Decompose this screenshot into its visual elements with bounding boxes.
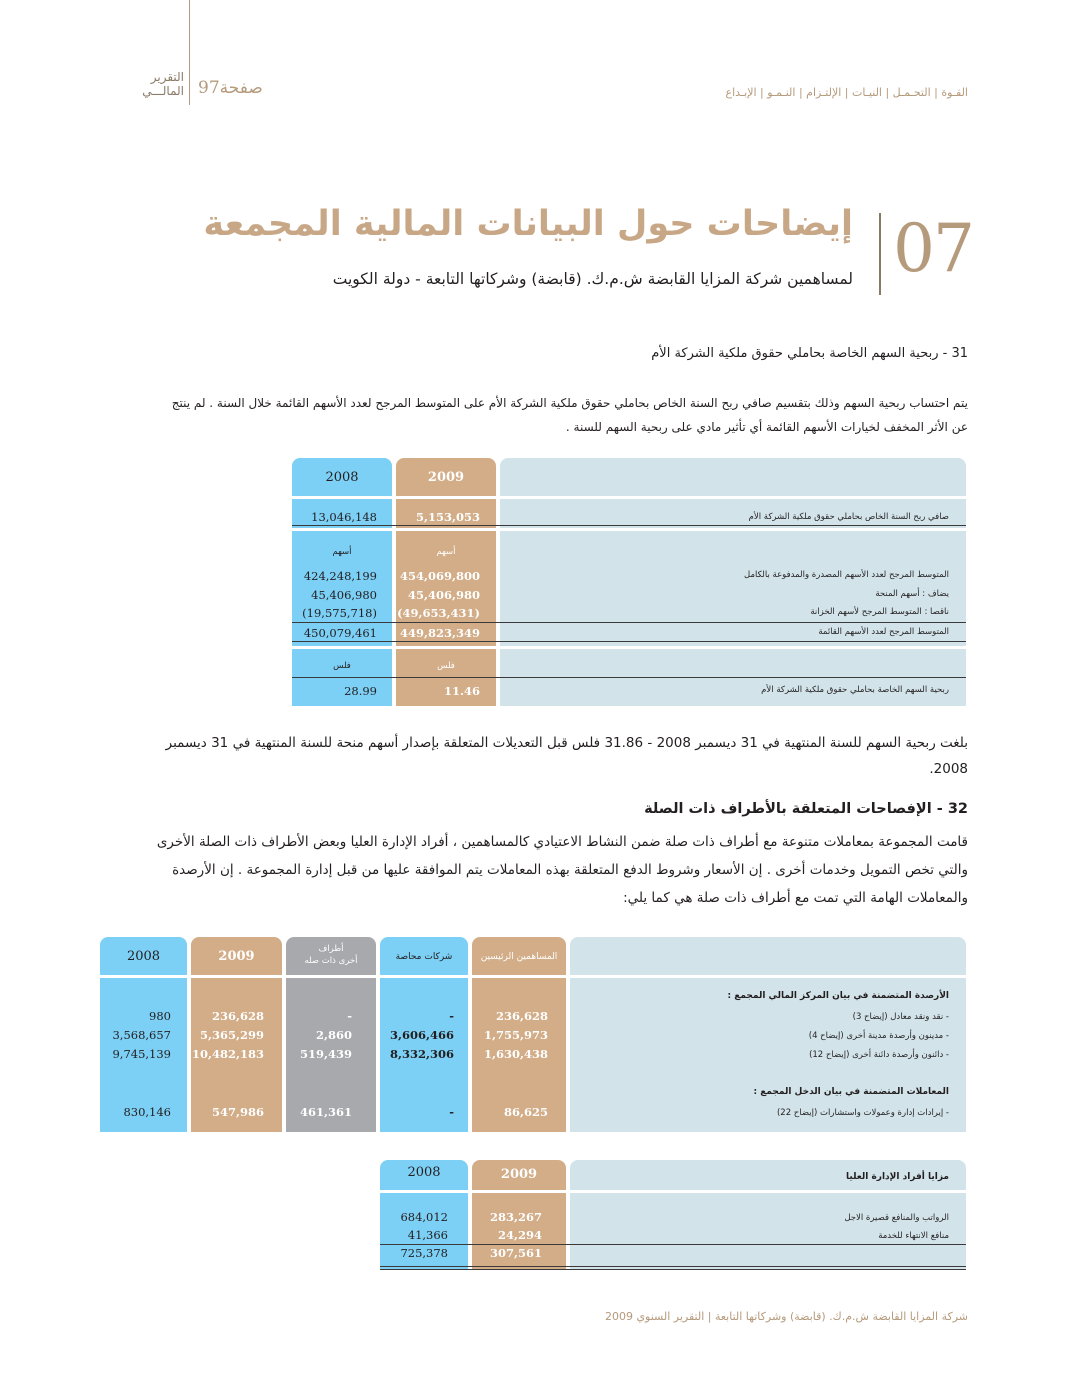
eps-unit-shares-2009: أسهم [436, 547, 456, 557]
rp-group2-heading: المعاملات المتضمنة في بيان الدخل المجمع : [753, 1087, 949, 1097]
rp-row-2009: 5,365,299 [199, 1028, 264, 1042]
eps-note-line2: 2008. [929, 761, 968, 777]
rp-header-joint: شركات محاصة [395, 952, 453, 962]
rp-row-joint: 8,332,306 [389, 1047, 454, 1061]
eps-note-line1: بلغت ربحية السهم للسنة المنتهية في 31 ديسمبر 2008 - 31.86 فلس قبل التعديلات المتعلقة بإصدار أسهم منحة للسنة المنتهية في 31 ديسمبر [165, 735, 968, 751]
rp-row-2008: 9,745,139 [112, 1047, 171, 1061]
mgmt-row-2009: 283,267 [489, 1210, 542, 1224]
mgmt-separator [380, 1190, 966, 1193]
eps-rule [292, 641, 966, 642]
rp-row-2009: 236,628 [211, 1009, 264, 1023]
rp-row-joint: - [449, 1009, 454, 1023]
rp-group1-heading: الأرصدة المتضمنة في بيان المركز المالي المجمع : [727, 991, 949, 1001]
mgmt-header-2008: 2008 [407, 1164, 441, 1180]
rp-row-other: 519,439 [299, 1047, 352, 1061]
eps-row-2009: (49,653,431) [397, 606, 480, 620]
header-divider-line [189, 0, 190, 105]
rp-row-shareholders: 86,625 [503, 1105, 548, 1119]
page-subtitle: لمساهمين شركة المزايا القابضة ش.م.ك. (قابضة) وشركاتها التابعة - دولة الكويت [332, 270, 853, 288]
section31-paragraph-line2: عن الأثر المخفف لخيارات الأسهم القائمة أي تأثير مادي على ربحية السهم للسنة . [565, 420, 968, 434]
rp-header-other [286, 943, 376, 973]
mgmt-total-2009: 307,561 [489, 1246, 542, 1260]
footer-text: شركة المزايا القابضة ش.م.ك. (قابضة) وشركاتها التابعة | التقرير السنوي 2009 [604, 1310, 968, 1323]
eps-row-2009: 449,823,349 [399, 626, 480, 640]
page-indicator [198, 78, 263, 98]
rp-row-joint: 3,606,466 [389, 1028, 454, 1042]
eps-row-2008: 424,248,199 [303, 569, 377, 583]
eps-net-profit-2008: 13,046,148 [311, 510, 377, 524]
mgmt-heading: مزايا أفراد الإدارة العليا [846, 1172, 949, 1182]
eps-row-2008: 45,406,980 [311, 588, 377, 602]
eps-row-label: ناقصا : المتوسط المرجح لأسهم الخزانة [810, 607, 949, 617]
rp-row-label: - إيرادات إدارة وعمولات واستشارات (إيضاح 22) [776, 1108, 949, 1118]
rp-row-2008: 830,146 [123, 1105, 171, 1119]
rp-header-2009: 2009 [218, 948, 255, 964]
eps-row-label: المتوسط المرجح لعدد الأسهم المصدرة والمدفوعة بالكامل [744, 570, 949, 580]
rp-row-shareholders: 236,628 [495, 1009, 548, 1023]
section32-paragraph-line3: والمعاملات الهامة التي تمت مع أطراف ذات صلة هي كما يلي: [623, 890, 968, 906]
rp-header-other-line1: أطراف [318, 944, 344, 954]
page-number: 97 [198, 78, 220, 98]
rp-header-other-line2: أخرى ذات صله [304, 956, 358, 966]
eps-net-profit-label: صافي ربح السنة الخاص بحاملي حقوق ملكية الشركة الأم [748, 512, 949, 522]
mgmt-rule [380, 1244, 966, 1245]
eps-table-header-2008: 2008 [325, 469, 359, 485]
eps-table-header-2009: 2009 [427, 469, 465, 485]
rp-row-2008: 980 [149, 1009, 171, 1023]
rp-row-shareholders: 1,630,438 [483, 1047, 548, 1061]
mgmt-rule [380, 1269, 966, 1270]
mgmt-header-2009: 2009 [500, 1166, 538, 1182]
rp-separator [100, 975, 966, 978]
eps-row-label: يضاف : أسهم المنحة [875, 589, 949, 599]
section32-paragraph [98, 828, 968, 912]
section-number: 07 [893, 210, 973, 287]
eps-row-2009: 454,069,800 [399, 569, 480, 583]
rp-row-shareholders: 1,755,973 [483, 1028, 548, 1042]
section32-paragraph-line2: والتي تخص التمويل وخدمات أخرى . إن الأسعار وشروط الدفع المتعلقة بهذه المعاملات يتم الموافقة عليها من قبل إدارة المجموعة . إن الأرصدة [172, 862, 968, 878]
eps-row-2008: 450,079,461 [303, 626, 377, 640]
page-label: صفحة [219, 78, 263, 98]
eps-rule [292, 622, 966, 623]
eps-table-separator [292, 496, 966, 499]
mgmt-row-2009: 24,294 [497, 1228, 542, 1242]
eps-rule [292, 525, 966, 526]
rp-row-other: 2,860 [315, 1028, 352, 1042]
eps-value-label: ربحية السهم الخاصة بحاملي حقوق ملكية الشركة الأم [761, 685, 949, 695]
page-title: إيضاحات حول البيانات المالية المجمعة [203, 204, 853, 244]
eps-value-2009: 11.46 [443, 684, 480, 698]
eps-note [108, 730, 968, 782]
rp-row-label: - دائنون وأرصدة دائنة أخرى (إيضاح 12) [809, 1050, 949, 1060]
eps-row-label: المتوسط المرجح لعدد الأسهم القائمة [818, 627, 949, 637]
eps-value-2008: 28.99 [344, 684, 377, 698]
rp-row-joint: - [449, 1105, 454, 1119]
section31-paragraph [108, 391, 968, 439]
mgmt-total-2008: 725,378 [400, 1246, 448, 1260]
rp-row-2009: 10,482,183 [191, 1047, 264, 1061]
rp-header-2008: 2008 [126, 948, 161, 964]
mgmt-row-2008: 684,012 [400, 1210, 448, 1224]
section32-heading: 32 - الإفصاحات المتعلقة بالأطراف ذات الصلة [644, 801, 968, 817]
title-divider [879, 213, 881, 295]
eps-unit-fils-2008: فلس [333, 661, 351, 671]
eps-table-separator [292, 528, 966, 531]
rp-row-label: - مدينون وأرصدة مدينة أخرى (إيضاح 4) [808, 1031, 949, 1041]
report-label-line1: التقرير [150, 70, 184, 84]
rp-row-2009: 547,986 [211, 1105, 264, 1119]
mgmt-rule [380, 1266, 966, 1267]
report-label [120, 70, 184, 98]
eps-table-separator [292, 646, 966, 649]
rp-row-label: - نقد ونقد معادل (إيضاح 3) [852, 1012, 949, 1022]
eps-row-2008: (19,575,718) [302, 606, 377, 620]
eps-rule [292, 677, 966, 678]
values-nav: القـوة | التحـمـل | النيـات | الإلتـزام | النـمـو | الإبـداع [725, 86, 968, 99]
report-label-line2: المالـــي [142, 84, 184, 98]
mgmt-row-2008: 41,366 [407, 1228, 448, 1242]
section32-paragraph-line1: قامت المجموعة بمعاملات متنوعة مع أطراف ذات صلة ضمن النشاط الاعتيادي كالمساهمين ، أفراد الإدارة العليا وبعض الأطراف ذات الصلة الأخرى [156, 834, 968, 850]
eps-row-2009: 45,406,980 [407, 588, 480, 602]
eps-net-profit-2009: 5,153,053 [415, 510, 480, 524]
section31-heading: 31 - ربحية السهم الخاصة بحاملي حقوق ملكية الشركة الأم [651, 346, 968, 361]
eps-unit-fils-2009: فلس [437, 661, 455, 671]
rp-row-2008: 3,568,657 [112, 1028, 171, 1042]
rp-row-other: - [347, 1009, 352, 1023]
mgmt-row-label: الرواتب والمنافع قصيرة الاجل [844, 1213, 949, 1223]
rp-header-shareholders: المساهمين الرئيسين [480, 952, 558, 962]
section31-paragraph-line1: يتم احتساب ربحية السهم وذلك بتقسيم صافي ربح السنة الخاص بحاملي حقوق ملكية الشركة الأم على المتوسط المرجح لعدد الأسهم القائمة خلال السنة . لم ينتج [171, 396, 968, 410]
mgmt-row-label: منافع الانتهاء للخدمة [878, 1231, 949, 1241]
eps-unit-shares-2008: أسهم [332, 547, 352, 557]
rp-row-other: 461,361 [299, 1105, 352, 1119]
